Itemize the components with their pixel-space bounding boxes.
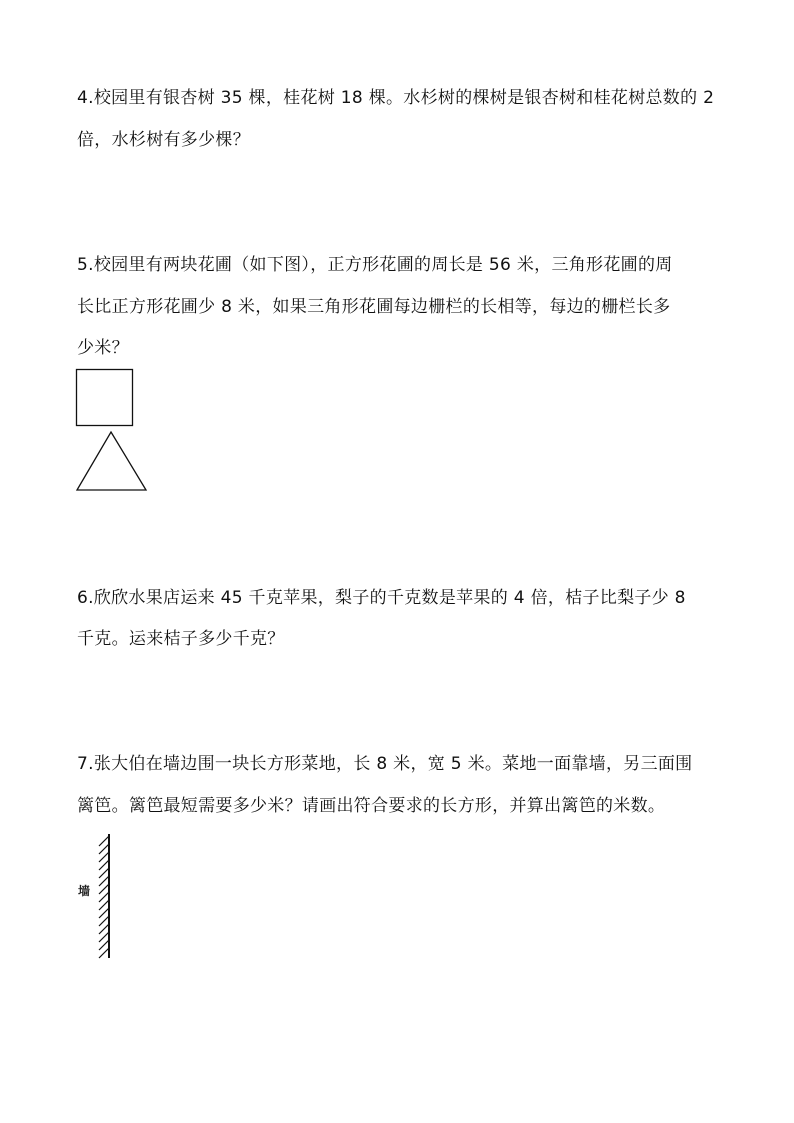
wall-label: 墙 — [78, 884, 91, 898]
question-6-line-1: 6.欣欣水果店运来 45 千克苹果，梨子的千克数是苹果的 4 倍，桔子比梨子少 8 — [77, 588, 686, 608]
question-5-line-3: 少米？ — [77, 338, 129, 358]
question-4-line-2: 倍，水杉树有多少棵？ — [77, 130, 250, 150]
question-5-line-1: 5.校园里有两块花圃（如下图），正方形花圃的周长是 56 米，三角形花圃的周 — [77, 255, 673, 275]
question-6-line-2: 千克。运来桔子多少千克？ — [77, 629, 285, 649]
question-5-line-2: 长比正方形花圃少 8 米，如果三角形花圃每边栅栏的长相等，每边的栅栏长多 — [77, 297, 671, 317]
wall-hatch-figure — [96, 832, 114, 960]
question-7-line-1: 7.张大伯在墙边围一块长方形菜地，长 8 米，宽 5 米。菜地一面靠墙，另三面围 — [77, 754, 693, 774]
question-7-line-2: 篱笆。篱笆最短需要多少米？请画出符合要求的长方形，并算出篱笆的米数。 — [77, 796, 666, 816]
question-4-line-1: 4.校园里有银杏树 35 棵，桂花树 18 棵。水杉树的棵树是银杏树和桂花树总数的 2 — [77, 88, 715, 108]
square-flowerbed-figure — [75, 368, 135, 428]
triangle-flowerbed-figure — [75, 430, 149, 492]
